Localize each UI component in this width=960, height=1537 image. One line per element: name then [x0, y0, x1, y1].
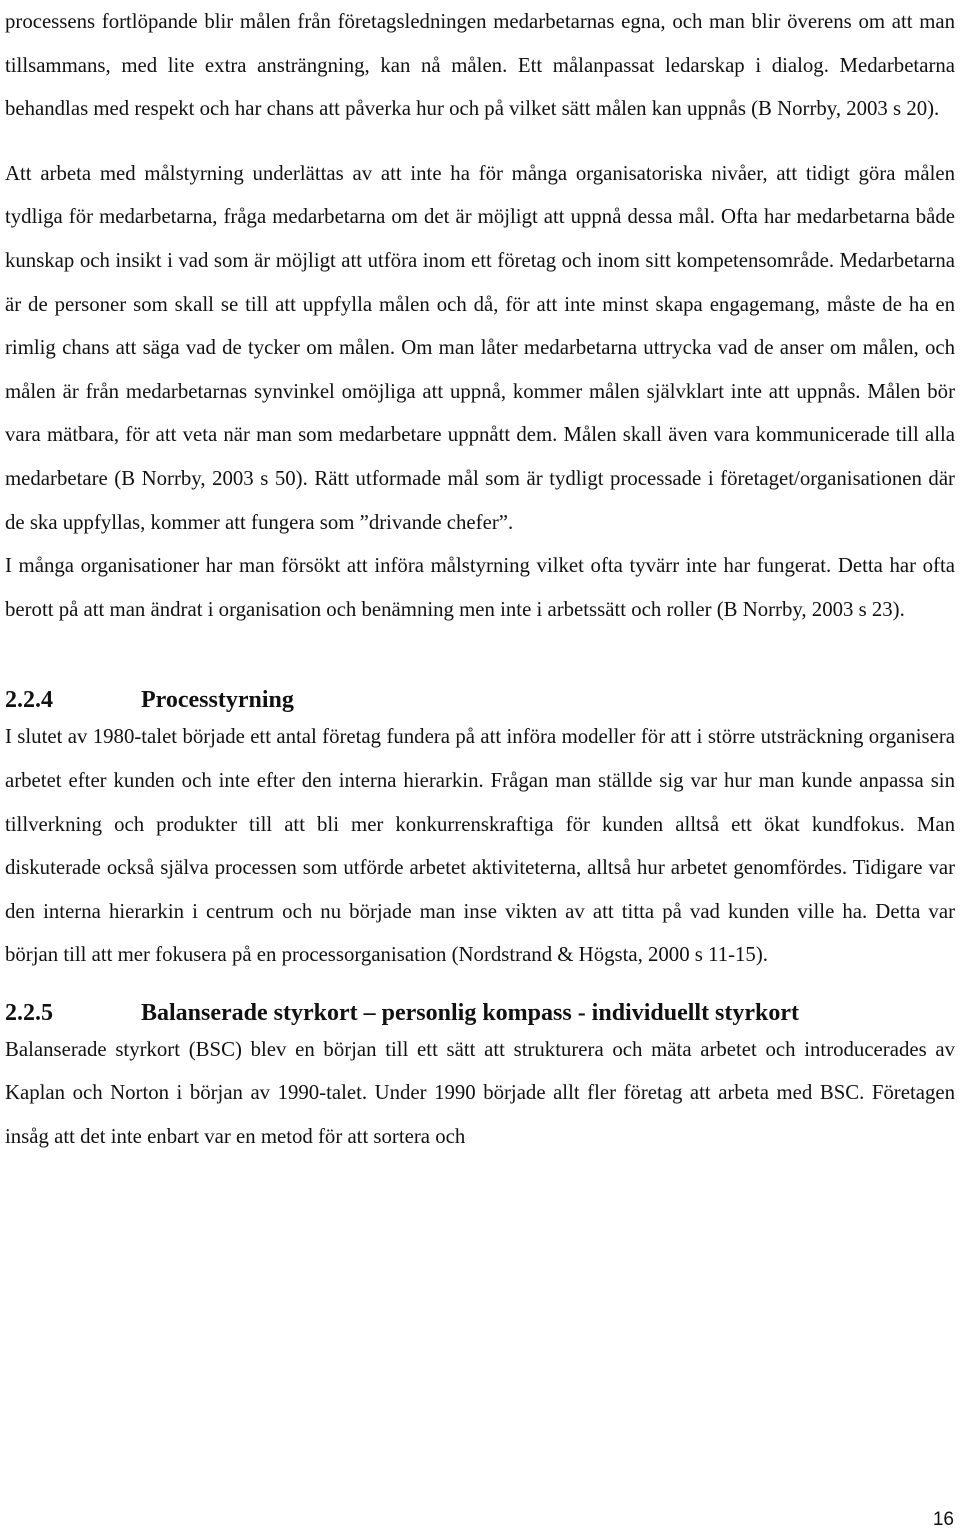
section-number: 2.2.5: [5, 999, 53, 1026]
section-heading-balanserade-styrkort: [5, 998, 955, 1028]
paragraph-balanserade-styrkort: Balanserade styrkort (BSC) blev en början till ett sätt att strukturera och mäta arbetet och introducerades av Kaplan och Norton i början av 1990-talet. Under 1990 började allt fler företag att arbeta med BSC. Företagen insåg att det inte enbart var en metod för att sortera och: [5, 1037, 955, 1149]
section-title: Balanserade styrkort – personlig kompass - individuellt styrkort: [141, 999, 800, 1026]
section-spacer: [5, 631, 955, 685]
page-number: 16: [932, 1509, 954, 1530]
paragraph-failed-implementation: I många organisationer har man försökt att införa målstyrning vilket ofta tyvärr inte har fungerat. Detta har ofta berott på att man ändrat i organisation och benämning men inte i arbetssätt och roller (B Norrby, 2003 s 23).: [5, 554, 955, 621]
section-number: 2.2.4: [5, 687, 53, 714]
paragraph-goal-setting-dialog: processens fortlöpande blir målen från företagsledningen medarbetarnas egna, och man blir överens om att man tillsammans, med lite extra ansträngning, kan nå målen. Ett målanpassat ledarskap i dialog. Medarbetarna behandlas med respekt och har chans att påverka hur och på vilket sätt målen kan uppnås (B Norrby, 2003 s 20).: [5, 10, 955, 121]
section-title: Processtyrning: [141, 687, 294, 714]
paragraph-processtyrning: I slutet av 1980-talet började ett antal företag fundera på att införa modeller för att i större utsträckning organisera arbetet efter kunden och inte efter den interna hierarkin. Frågan man ställde sig var hur man kunde anpassa sin tillverkning och produkter till att bli mer konkurrenskraftiga för kunden alltså ett ökat kundfokus. Man diskuterade också själva processen som utförde arbetet aktiviteterna, alltså hur arbetet genomfördes. Tidigare var den interna hierarkin i centrum och nu började man inse vikten av att titta på vad kunden ville ha. Detta var början till att mer fokusera på en processorganisation (Nordstrand & Högsta, 2000 s 11-15).: [5, 725, 955, 967]
section-spacer: [5, 977, 955, 998]
section-heading-processtyrning: [5, 685, 955, 715]
paragraph-spacer: [5, 131, 955, 152]
paragraph-goal-management: Att arbeta med målstyrning underlättas av att inte ha för många organisatoriska nivåer, att tidigt göra målen tydliga för medarbetarna, fråga medarbetarna om det är möjligt att uppnå dessa mål. Ofta har medarbetarna både kunskap och insikt i vad som är möjligt att utföra inom ett företag och inom sitt kompetensområde. Medarbetarna är de personer som skall se till att uppfylla målen och då, för att inte minst skapa engagemang, måste de ha en rimlig chans att säga vad de tycker om målen. Om man låter medarbetarna uttrycka vad de anser om målen, och målen är från medarbetarnas synvinkel omöjliga att uppnå, kommer målen självklart inte att uppnås. Målen bör vara mätbara, för att veta när man som medarbetare uppnått dem. Målen skall även vara kommunicerade till alla medarbetare (B Norrby, 2003 s 50). Rätt utformade mål som är tydligt processade i företaget/organisationen där de ska uppfyllas, kommer att fungera som ”drivande chefer”.: [5, 161, 955, 534]
document-page: [5, 0, 955, 1159]
